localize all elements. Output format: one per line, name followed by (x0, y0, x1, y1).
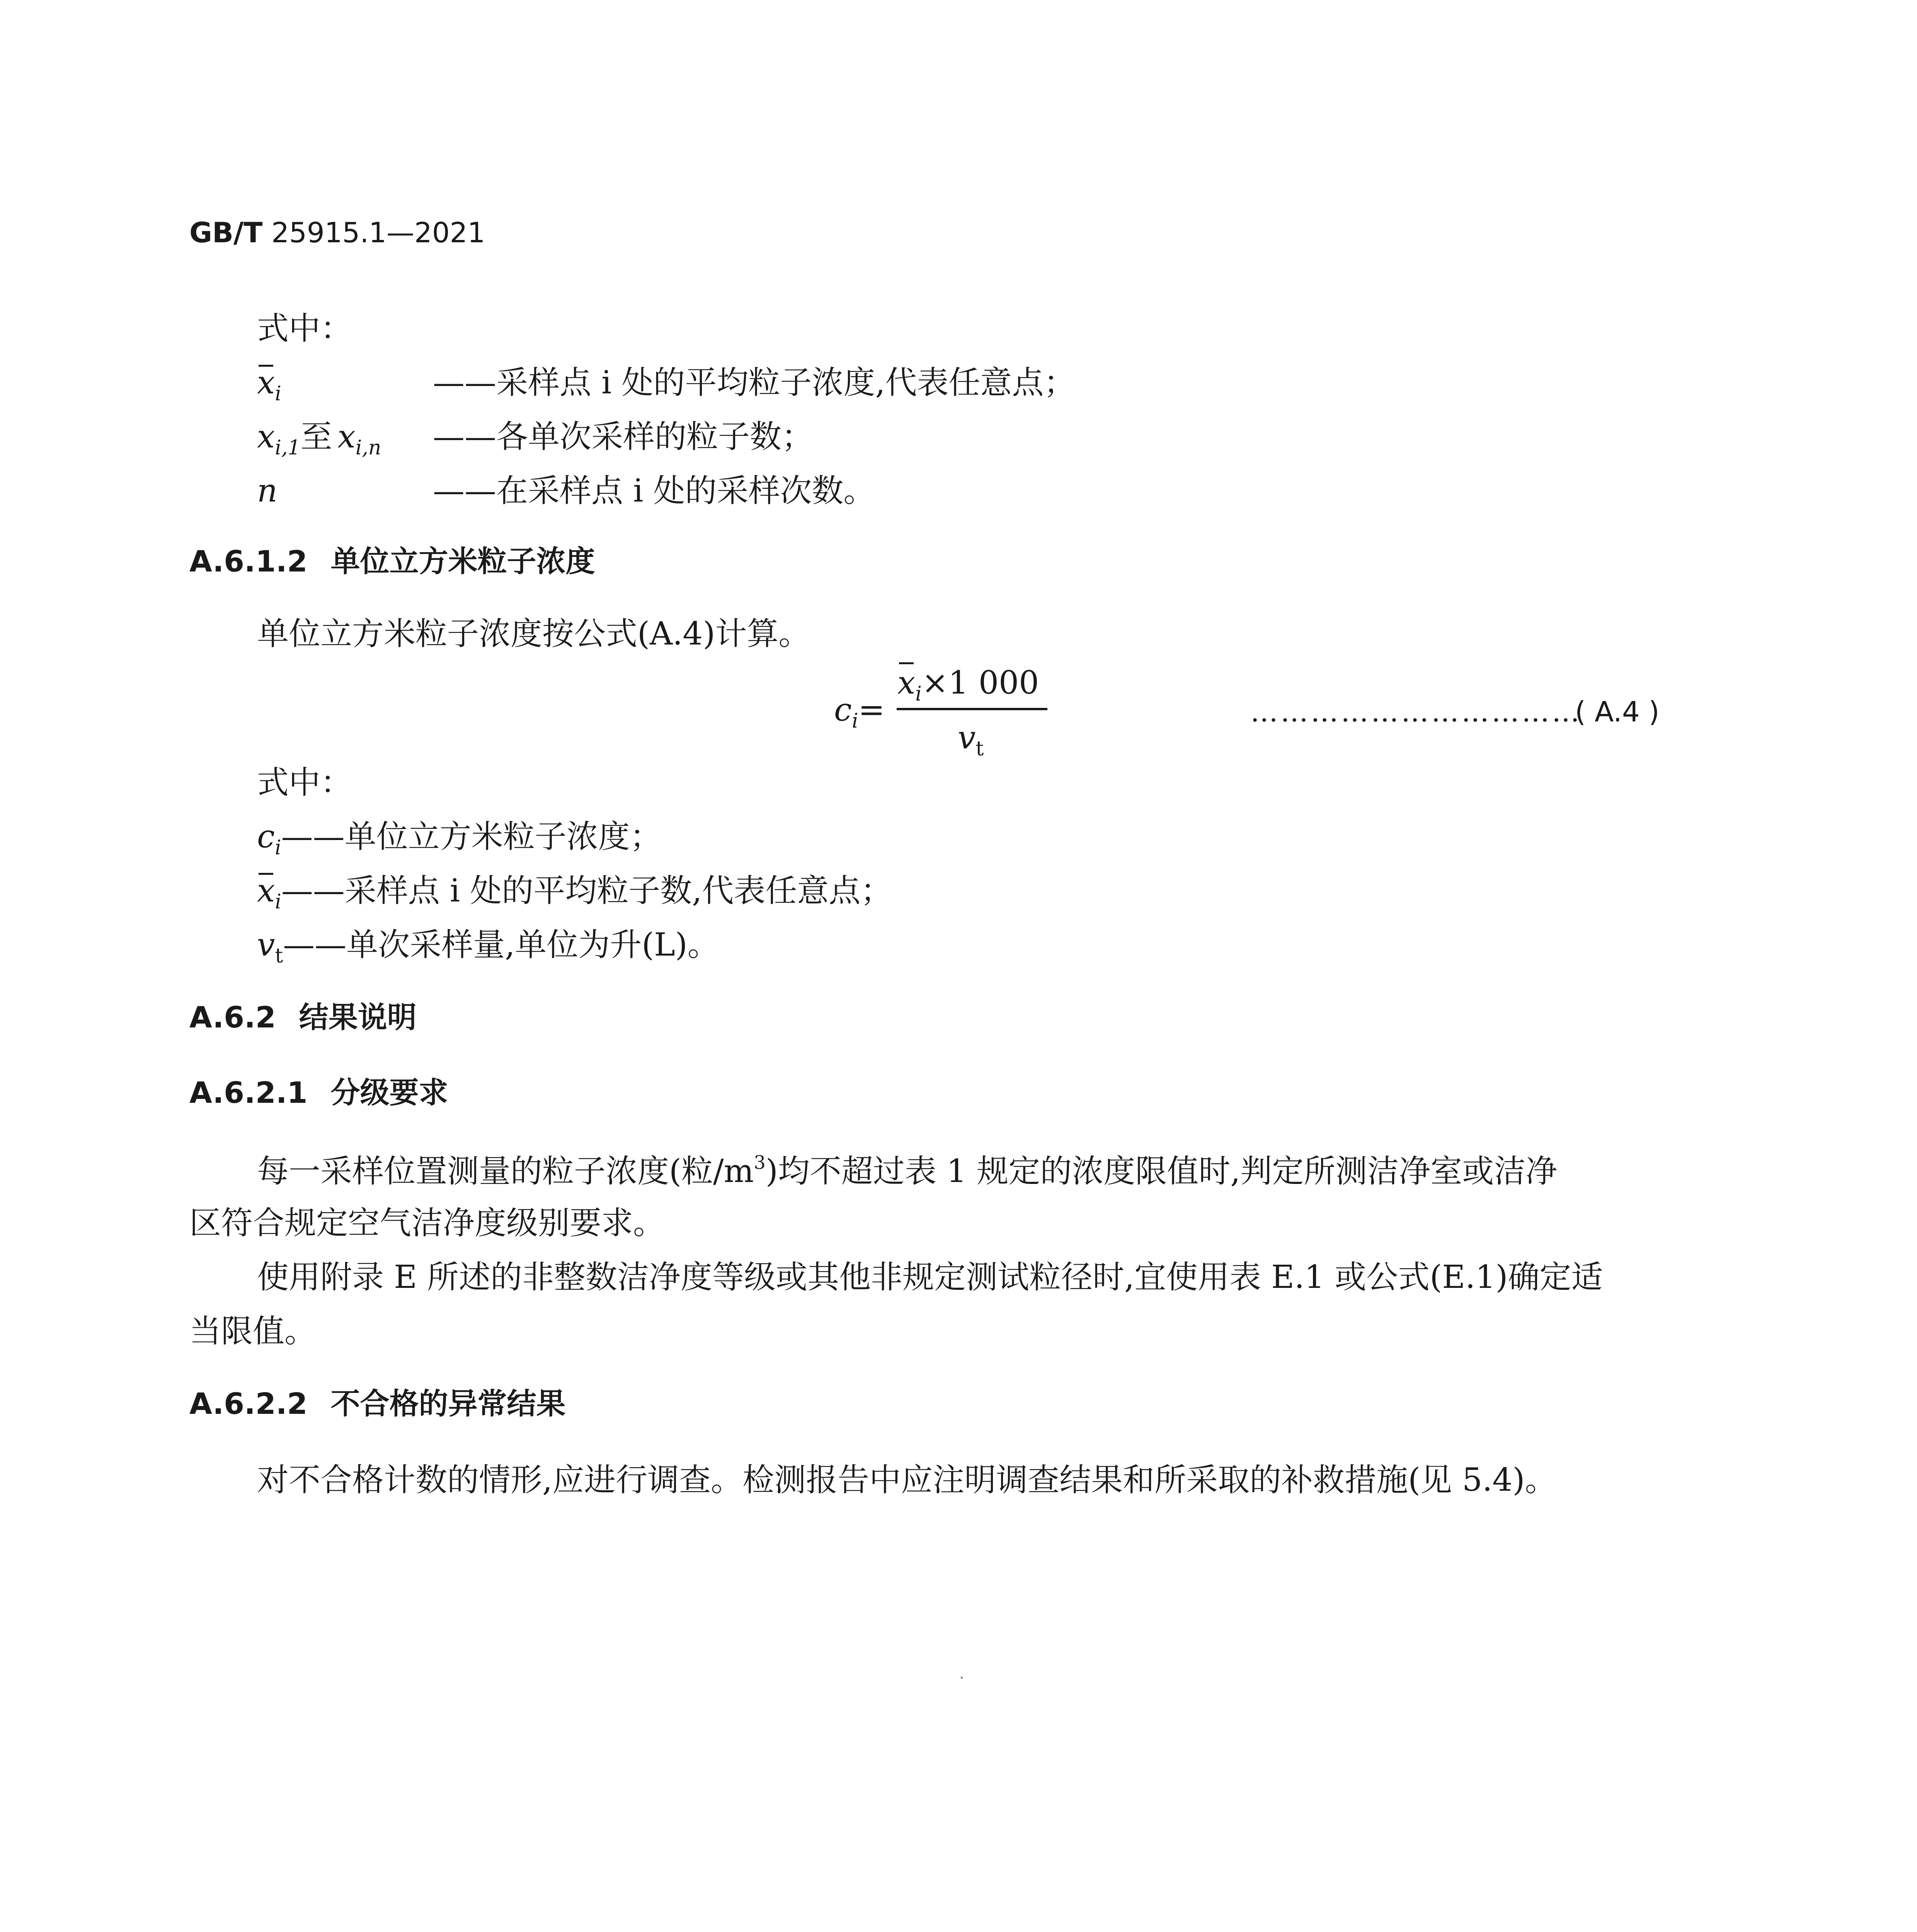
defs1-desc-3: ——在采样点 i 处的采样次数。 (433, 473, 875, 509)
defs2-intro: 式中： (257, 764, 352, 801)
section-a621-para2-line1: 使用附录 E 所述的非整数洁净度等级或其他非规定测试粒径时,宜使用表 E.1 或公式(E.1)确定适 (257, 1259, 1603, 1296)
section-a62-heading: A.6.2 结果说明 (189, 1000, 417, 1034)
section-a622-text: 对不合格计数的情形,应进行调查。检测报告中应注明调查结果和所采取的补救措施(见 5.4)。 (257, 1462, 1557, 1498)
formula-a4-leader-dots: …………………………… (1250, 696, 1582, 728)
defs1-desc-2: ——各单次采样的粒子数； (433, 418, 814, 455)
defs1-symbol-x-range: $x_{i,1}$至 $x_{i,n}$ (257, 418, 381, 459)
formula-a4-numerator: $x_i\times 1$ 000 (897, 665, 1039, 706)
defs1-intro: 式中： (257, 310, 352, 347)
section-a622-heading: A.6.2.2 不合格的异常结果 (189, 1386, 566, 1421)
standard-prefix: GB/T (189, 216, 263, 249)
formula-a4-label: ( A.4 ) (1575, 696, 1660, 728)
defs1-desc-1: ——采样点 i 处的平均粒子浓度,代表任意点； (433, 364, 1076, 401)
formula-a4-fraction-bar (897, 708, 1047, 710)
document-header (189, 216, 485, 249)
section-a621-heading: A.6.2.1 分级要求 (189, 1075, 448, 1110)
section-a621-para1-line1: 每一采样位置测量的粒子浓度(粒$/m^3$)均不超过表 1 规定的浓度限值时,判定所测洁净室或洁净 (257, 1152, 1558, 1190)
standard-number: 25915.1—2021 (271, 216, 485, 249)
section-a621-para2-line2: 当限值。 (189, 1313, 317, 1350)
formula-a4-lhs: $c_i=$ (834, 692, 885, 733)
defs1-symbol-xbar-i: $x_i$ (257, 364, 281, 405)
scan-speck: · (959, 1669, 964, 1687)
defs2-row-xbar: $x_i——$采样点 i 处的平均粒子数,代表任意点； (257, 872, 892, 913)
defs2-row-ci: $c_i——$单位立方米粒子浓度； (257, 818, 662, 859)
defs2-row-vt: $v_t——$单次采样量,单位为升(L)。 (257, 927, 719, 968)
section-a612-text: 单位立方米粒子浓度按公式(A.4)计算。 (257, 616, 810, 652)
defs1-symbol-n: n (257, 473, 278, 509)
section-a612-heading: A.6.1.2 单位立方米粒子浓度 (189, 544, 595, 578)
section-a621-para1-line2: 区符合规定空气洁净度级别要求。 (189, 1205, 665, 1242)
formula-a4-denominator: $v_t$ (958, 719, 984, 760)
